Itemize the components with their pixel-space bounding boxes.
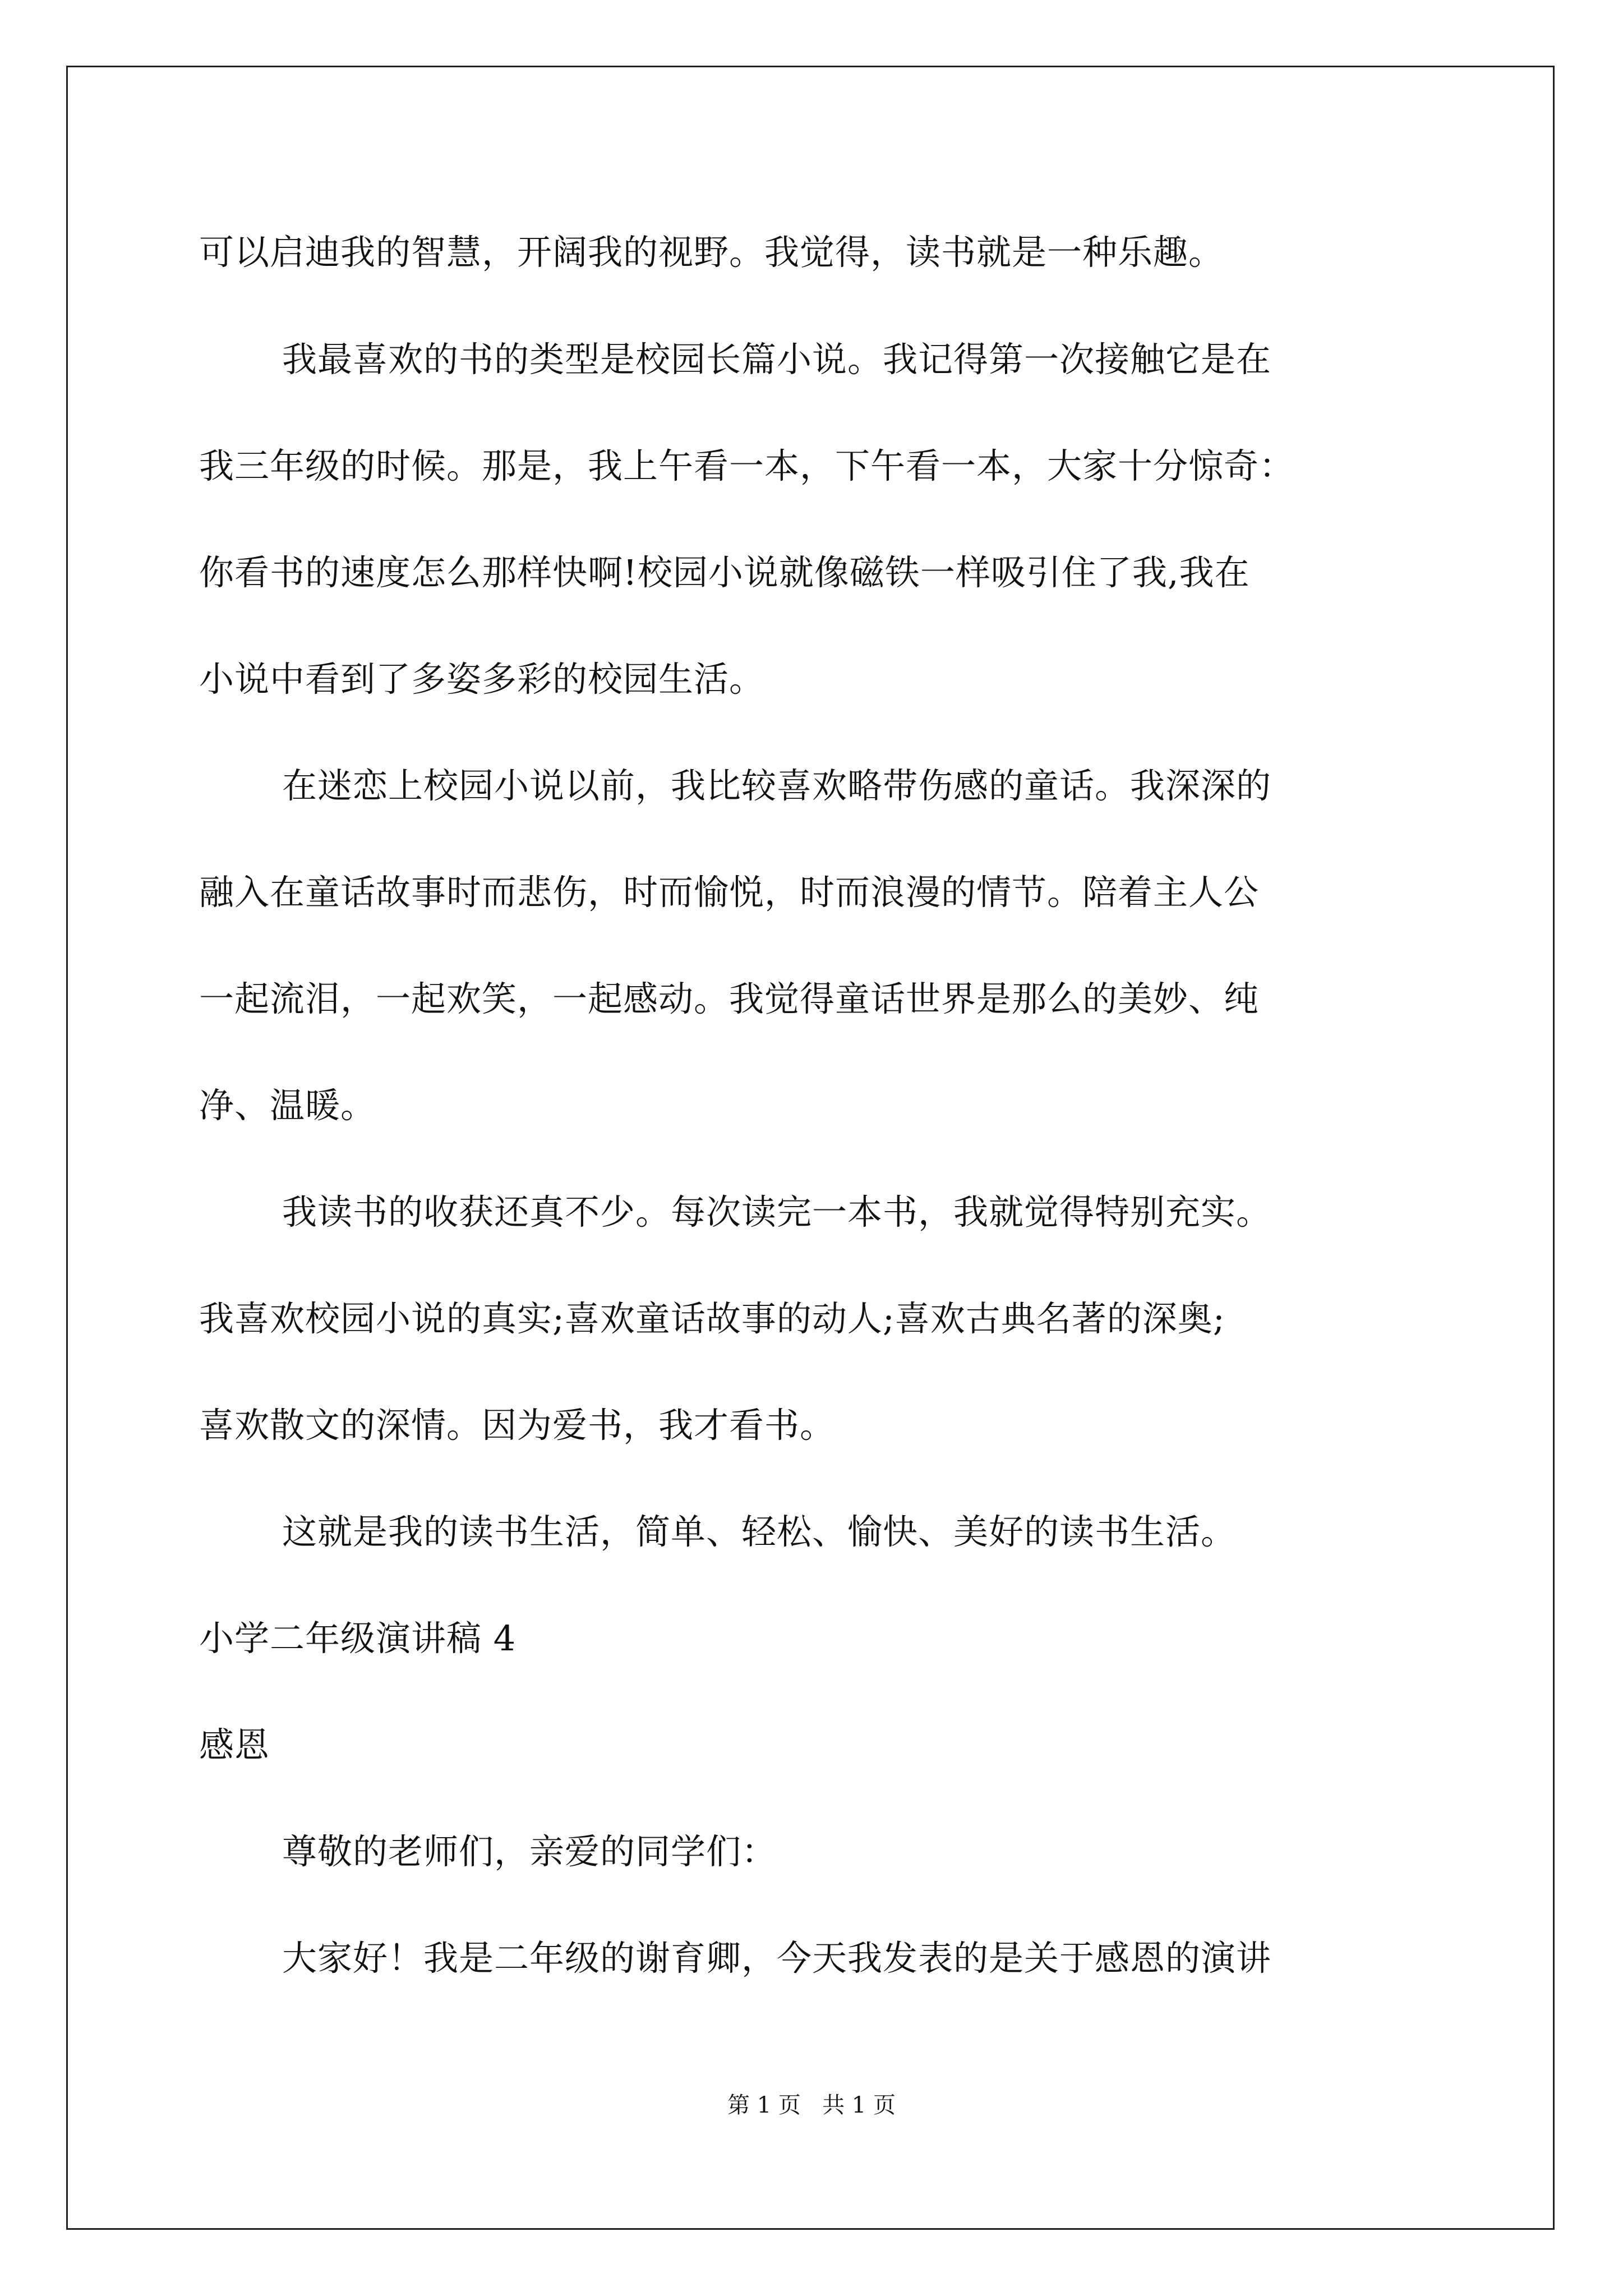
body-text-line: 喜欢散文的深情。因为爱书，我才看书。 [199, 1405, 836, 1446]
body-text-line: 融入在童话故事时而悲伤，时而愉悦，时而浪漫的情节。陪着主人公 [199, 872, 1260, 913]
section-heading: 小学二年级演讲稿 4 [199, 1618, 517, 1659]
body-text-line: 净、温暖。 [199, 1085, 376, 1126]
page-border [66, 66, 1555, 2230]
page-footer: 第 1 页 共 1 页 [727, 2092, 896, 2118]
body-text-line: 可以启迪我的智慧，开阔我的视野。我觉得，读书就是一种乐趣。 [199, 232, 1224, 273]
body-text-line: 我最喜欢的书的类型是校园长篇小说。我记得第一次接触它是在 [282, 339, 1272, 380]
body-text-line: 大家好！我是二年级的谢育卿，今天我发表的是关于感恩的演讲 [282, 1938, 1272, 1978]
body-text-line: 我读书的收获还真不少。每次读完一本书，我就觉得特别充实。 [282, 1191, 1272, 1232]
speech-title: 感恩 [199, 1724, 270, 1765]
body-text-line: 小说中看到了多姿多彩的校园生活。 [199, 659, 765, 700]
body-text-line: 你看书的速度怎么那样快啊!校园小说就像磁铁一样吸引住了我,我在 [199, 552, 1250, 593]
salutation-line: 尊敬的老师们，亲爱的同学们： [282, 1831, 777, 1872]
body-text-line: 在迷恋上校园小说以前，我比较喜欢略带伤感的童话。我深深的 [282, 765, 1272, 806]
body-text-line: 我三年级的时候。那是，我上午看一本，下午看一本，大家十分惊奇： [199, 445, 1295, 486]
body-text-line: 这就是我的读书生活，简单、轻松、愉快、美好的读书生活。 [282, 1511, 1237, 1552]
body-text-line: 我喜欢校园小说的真实;喜欢童话故事的动人;喜欢古典名著的深奥; [199, 1298, 1225, 1339]
body-text-line: 一起流泪，一起欢笑，一起感动。我觉得童话世界是那么的美妙、纯 [199, 978, 1260, 1019]
